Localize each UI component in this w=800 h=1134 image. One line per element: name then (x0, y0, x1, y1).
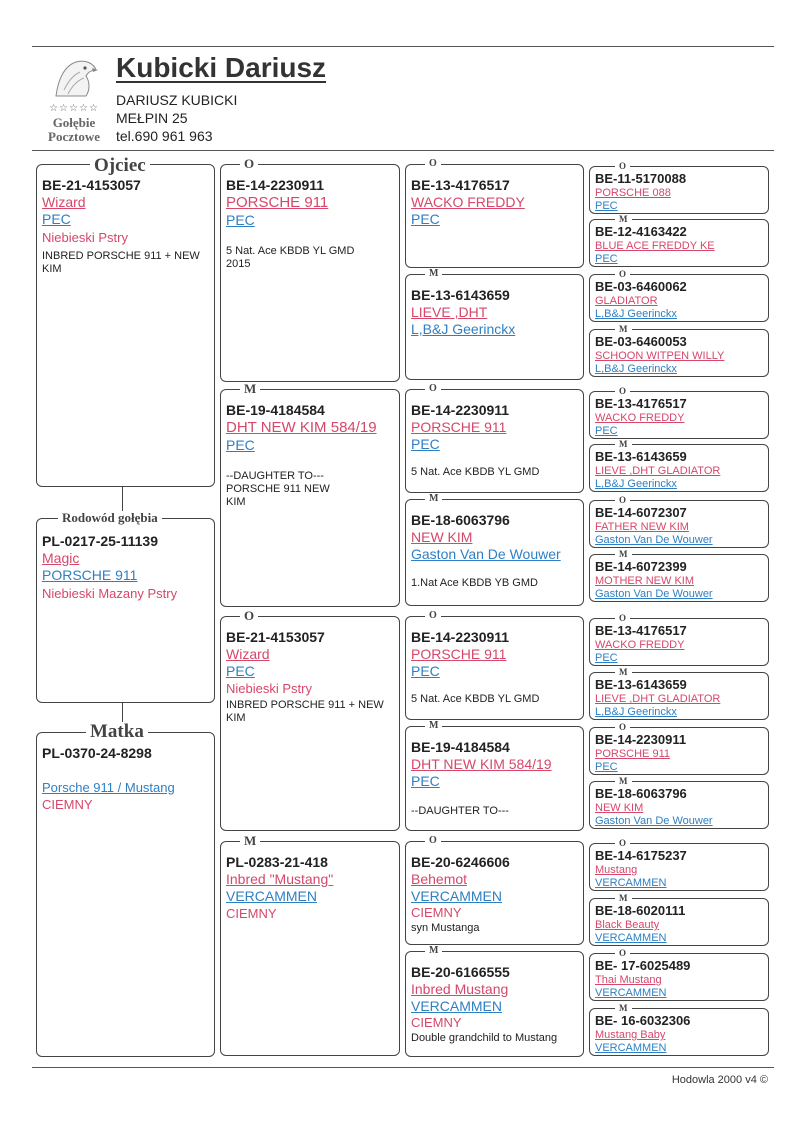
owner-name: VERCAMMEN (595, 932, 667, 944)
sex-label-m: M (615, 777, 632, 786)
ring-number: BE-12-4163422 (595, 224, 687, 239)
owner-name: VERCAMMEN (595, 877, 667, 889)
ring-number: BE-13-4176517 (411, 177, 510, 193)
ancestor-box (589, 1008, 769, 1056)
pigeon-note: 5 Nat. Ace KBDB YL GMD (411, 693, 540, 705)
sex-label-m: M (615, 894, 632, 903)
pigeon-name: Inbred Mustang (411, 981, 509, 997)
owner-name: VERCAMMEN (411, 888, 503, 904)
ancestor-box (589, 166, 769, 214)
owner-name: PORSCHE 911 (42, 567, 138, 583)
sex-label-m: M (425, 269, 442, 279)
footer-text: Hodowla 2000 v4 © (671, 1074, 768, 1086)
pigeon-name: Magic (42, 550, 80, 566)
pigeon-head-icon (52, 56, 98, 100)
pigeon-name: BLUE ACE FREDDY KE (595, 240, 715, 252)
ring-number: BE-20-6246606 (411, 854, 510, 870)
owner-name: VERCAMMEN (411, 998, 503, 1014)
owner-name: PEC (411, 773, 440, 789)
pigeon-name: Mustang (595, 864, 638, 876)
pigeon-name: Wizard (226, 646, 270, 662)
owner-name: Gaston Van De Wouwer (595, 815, 713, 827)
ring-number: BE-14-2230911 (595, 732, 687, 747)
ring-number: BE-14-2230911 (411, 629, 510, 645)
pigeon-name: LIEVE ,DHT GLADIATOR (595, 693, 721, 705)
great-grandparent-box (405, 616, 584, 720)
ancestor-box (589, 274, 769, 322)
ring-number: BE- 16-6032306 (595, 1013, 691, 1028)
pigeon-note: syn Mustanga (411, 922, 480, 934)
mother-box (36, 732, 215, 1057)
owner-name: L,B&J Geerinckx (595, 706, 677, 718)
great-grandparent-box (405, 164, 584, 268)
owner-name: Gaston Van De Wouwer (411, 546, 561, 562)
great-grandparent-box (405, 841, 584, 945)
sex-label-m: M (615, 440, 632, 449)
owner-name: L,B&J Geerinckx (595, 478, 677, 490)
pigeon-name: WACKO FREDDY (595, 639, 685, 651)
pigeon-name: PORSCHE 911 (226, 194, 329, 211)
sex-label-o: O (615, 839, 630, 848)
ring-number: BE-13-6143659 (411, 287, 510, 303)
pigeon-name: PORSCHE 911 (411, 646, 507, 662)
owner-name: Porsche 911 / Mustang (42, 780, 175, 795)
ring-number: BE-19-4184584 (226, 402, 325, 418)
sex-label-m: M (615, 1004, 632, 1013)
ring-number: PL-0370-24-8298 (42, 745, 152, 761)
pigeon-name: NEW KIM (595, 802, 644, 814)
ring-number: PL-0283-21-418 (226, 854, 328, 870)
owner-name: PEC (595, 200, 618, 212)
pigeon-name: Thai Mustang (595, 974, 662, 986)
pigeon-name: LIEVE ,DHT (411, 304, 488, 320)
sex-label-m: M (240, 382, 260, 395)
father-label: Ojciec (90, 156, 150, 175)
pigeon-name: Behemot (411, 871, 468, 887)
ring-number: BE-18-6063796 (595, 786, 687, 801)
owner-name: PEC (411, 436, 440, 452)
sex-label-m: M (615, 668, 632, 677)
sex-label-o: O (615, 270, 630, 279)
great-grandparent-box (405, 389, 584, 493)
pigeon-name: PORSCHE 088 (595, 187, 671, 199)
ring-number: BE-14-6072399 (595, 559, 687, 574)
breeder-logo (38, 52, 110, 144)
rating-stars: ☆☆☆☆☆ (49, 103, 99, 114)
ring-number: BE-14-6175237 (595, 848, 687, 863)
sex-label-o: O (425, 384, 441, 394)
grandparent-box (220, 616, 400, 831)
owner-name: Gaston Van De Wouwer (595, 588, 713, 600)
breeder-address: MEŁPIN 25 (116, 110, 188, 126)
ring-number: BE-03-6460062 (595, 279, 687, 294)
ring-number: BE-18-6020111 (595, 903, 686, 918)
pigeon-name: Inbred "Mustang" (226, 871, 334, 887)
pigeon-note: --DAUGHTER TO--- (411, 805, 509, 817)
ring-number: BE-03-6460053 (595, 334, 687, 349)
great-grandparent-box (405, 274, 584, 380)
pigeon-note: INBRED PORSCHE 911 + NEW KIM (226, 699, 384, 724)
pigeon-color: CIEMNY (42, 797, 93, 812)
pigeon-note: 1.Nat Ace KBDB YB GMD (411, 577, 538, 589)
sex-label-m: M (615, 550, 632, 559)
pigeon-note: INBRED PORSCHE 911 + NEW KIM (42, 250, 200, 275)
ring-number: BE-14-2230911 (226, 177, 325, 193)
great-grandparent-box (405, 951, 584, 1057)
ring-number: BE-13-4176517 (595, 623, 687, 638)
owner-name: VERCAMMEN (595, 1042, 667, 1054)
pigeon-name: MOTHER NEW KIM (595, 575, 694, 587)
owner-name: PEC (595, 425, 618, 437)
logo-text-line1: Gołębie (52, 115, 96, 130)
owner-name: VERCAMMEN (226, 888, 318, 904)
breeder-phone: tel.690 961 963 (116, 128, 213, 144)
ancestor-box (589, 953, 769, 1001)
grandparent-box (220, 164, 400, 382)
pigeon-note: 5 Nat. Ace KBDB YL GMD 2015 (226, 245, 355, 270)
pigeon-name: WACKO FREDDY (595, 412, 685, 424)
ancestor-box (589, 898, 769, 946)
sex-label-o: O (615, 723, 630, 732)
pigeon-name: SCHOON WITPEN WILLY (595, 350, 725, 362)
ring-number: BE-19-4184584 (411, 739, 510, 755)
great-grandparent-box (405, 499, 584, 606)
owner-name: PEC (411, 663, 440, 679)
sex-label-o: O (425, 836, 441, 846)
ring-number: BE-18-6063796 (411, 512, 510, 528)
pigeon-name: PORSCHE 911 (411, 419, 507, 435)
logo-text-line2: Pocztowe (48, 129, 100, 144)
ring-number: BE-14-6072307 (595, 505, 687, 520)
sex-label-o: O (615, 162, 630, 171)
pigeon-name: FATHER NEW KIM (595, 521, 689, 533)
ring-number: BE-21-4153057 (42, 177, 141, 193)
owner-name: Gaston Van De Wouwer (595, 534, 713, 546)
sex-label-o: O (240, 609, 258, 622)
pigeon-name: NEW KIM (411, 529, 473, 545)
ancestor-box (589, 781, 769, 829)
owner-name: PEC (595, 761, 618, 773)
pigeon-name: Wizard (42, 194, 86, 210)
grandparent-box (220, 389, 400, 607)
pigeon-note: --DAUGHTER TO--- PORSCHE 911 NEW KIM (226, 470, 330, 508)
subject-box (36, 518, 215, 703)
mother-label: Matka (86, 722, 148, 741)
pigeon-name: Black Beauty (595, 919, 660, 931)
ring-number: PL-0217-25-11139 (42, 533, 158, 549)
pigeon-name: GLADIATOR (595, 295, 658, 307)
pigeon-name: Mustang Baby (595, 1029, 666, 1041)
sex-label-o: O (425, 159, 441, 169)
sex-label-o: O (615, 387, 630, 396)
ancestor-box (589, 672, 769, 720)
ancestor-box (589, 554, 769, 602)
owner-name: VERCAMMEN (595, 987, 667, 999)
ring-number: BE-14-2230911 (411, 402, 510, 418)
ancestor-box (589, 219, 769, 267)
pigeon-color: Niebieski Pstry (42, 230, 128, 245)
owner-name: L,B&J Geerinckx (595, 308, 677, 320)
ring-number: BE-11-5170088 (595, 171, 687, 186)
pigeon-name: PORSCHE 911 (595, 748, 670, 760)
pigeon-note: 5 Nat. Ace KBDB YL GMD (411, 466, 540, 478)
owner-name: PEC (595, 652, 618, 664)
grandparent-box (220, 841, 400, 1056)
pigeon-color: CIEMNY (411, 905, 462, 920)
ring-number: BE-13-4176517 (595, 396, 687, 411)
sex-label-o: O (615, 614, 630, 623)
sex-label-o: O (615, 496, 630, 505)
great-grandparent-box (405, 726, 584, 831)
sex-label-o: O (615, 949, 630, 958)
sex-label-o: O (425, 611, 441, 621)
pigeon-name: DHT NEW KIM 584/19 (411, 756, 552, 772)
owner-name: L,B&J Geerinckx (411, 321, 516, 337)
breeder-line1: DARIUSZ KUBICKI (116, 92, 238, 108)
ancestor-box (589, 727, 769, 775)
pigeon-name: LIEVE ,DHT GLADIATOR (595, 465, 721, 477)
owner-name: L,B&J Geerinckx (595, 363, 677, 375)
pigeon-name: DHT NEW KIM 584/19 (226, 419, 377, 436)
breeder-name: Kubicki Dariusz (116, 52, 327, 83)
sex-label-m: M (240, 834, 260, 847)
sex-label-m: M (425, 721, 442, 731)
sex-label-o: O (240, 157, 258, 170)
pigeon-color: Niebieski Mazany Pstry (42, 586, 178, 601)
owner-name: PEC (226, 212, 255, 228)
pigeon-color: Niebieski Pstry (226, 681, 312, 696)
pigeon-color: CIEMNY (226, 906, 277, 921)
ring-number: BE-13-6143659 (595, 677, 687, 692)
ring-number: BE-21-4153057 (226, 629, 325, 645)
pigeon-name: WACKO FREDDY (411, 194, 525, 210)
ring-number: BE-13-6143659 (595, 449, 687, 464)
owner-name: PEC (42, 211, 71, 227)
pigeon-note: Double grandchild to Mustang (411, 1032, 558, 1044)
sex-label-m: M (615, 215, 632, 224)
ring-number: BE-20-6166555 (411, 964, 510, 980)
owner-name: PEC (226, 437, 255, 453)
pedigree-label: Rodowód gołębia (58, 511, 162, 524)
ancestor-box (589, 500, 769, 548)
sex-label-m: M (425, 494, 442, 504)
ancestor-box (589, 843, 769, 891)
ancestor-box (589, 391, 769, 439)
owner-name: PEC (226, 663, 255, 679)
owner-name: PEC (411, 211, 440, 227)
ancestor-box (589, 618, 769, 666)
owner-name: PEC (595, 253, 618, 265)
ancestor-box (589, 329, 769, 377)
ancestor-box (589, 444, 769, 492)
pigeon-color: CIEMNY (411, 1015, 462, 1030)
father-box (36, 164, 215, 487)
sex-label-m: M (615, 325, 632, 334)
sex-label-m: M (425, 946, 442, 956)
ring-number: BE- 17-6025489 (595, 958, 691, 973)
